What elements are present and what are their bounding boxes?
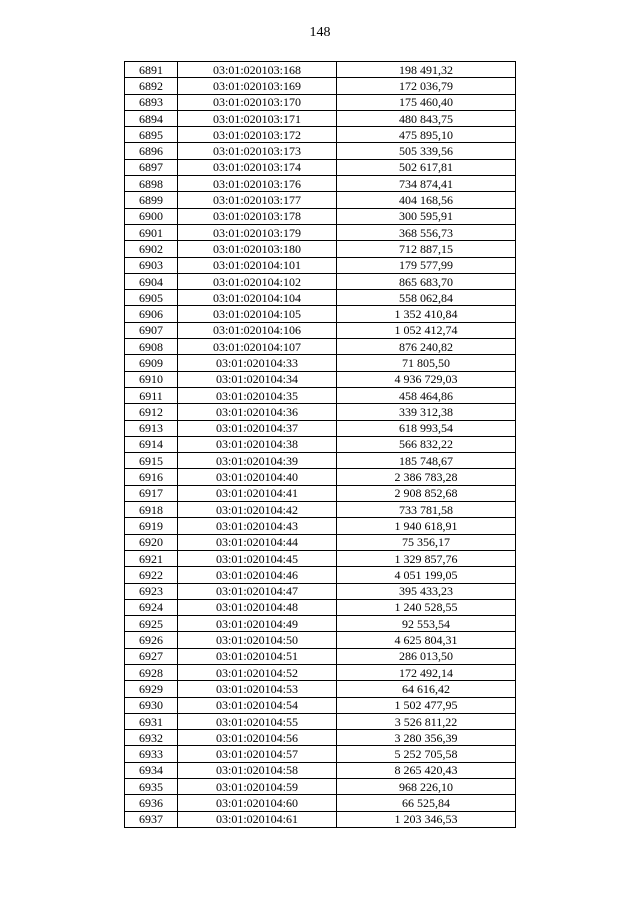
table-row (125, 192, 516, 208)
value-cell: 172 036,79 (337, 78, 516, 94)
value-cell: 458 464,86 (337, 387, 516, 403)
value-cell: 198 491,32 (337, 62, 516, 78)
row-number-cell: 6923 (125, 583, 178, 599)
row-number-cell: 6925 (125, 616, 178, 632)
row-number-cell: 6906 (125, 306, 178, 322)
row-number-cell: 6894 (125, 110, 178, 126)
row-number-cell: 6921 (125, 550, 178, 566)
cadastral-number-cell: 03:01:020104:44 (178, 534, 337, 550)
value-cell: 505 339,56 (337, 143, 516, 159)
table-row (125, 762, 516, 778)
cadastral-number-cell: 03:01:020104:47 (178, 583, 337, 599)
cadastral-number-cell: 03:01:020104:56 (178, 730, 337, 746)
table-row (125, 241, 516, 257)
cadastral-number-cell: 03:01:020104:105 (178, 306, 337, 322)
table-row (125, 273, 516, 289)
value-cell: 1 203 346,53 (337, 811, 516, 827)
value-cell: 475 895,10 (337, 127, 516, 143)
row-number-cell: 6913 (125, 420, 178, 436)
table-row (125, 355, 516, 371)
cadastral-number-cell: 03:01:020104:53 (178, 681, 337, 697)
cadastral-number-cell: 03:01:020104:42 (178, 502, 337, 518)
value-cell: 4 051 199,05 (337, 567, 516, 583)
table-row (125, 469, 516, 485)
page-number: 148 (309, 25, 331, 40)
row-number-cell: 6932 (125, 730, 178, 746)
value-cell: 1 329 857,76 (337, 550, 516, 566)
value-cell: 286 013,50 (337, 648, 516, 664)
cadastral-number-cell: 03:01:020103:177 (178, 192, 337, 208)
value-cell: 566 832,22 (337, 436, 516, 452)
cadastral-number-cell: 03:01:020104:45 (178, 550, 337, 566)
table-row (125, 306, 516, 322)
table-row (125, 681, 516, 697)
row-number-cell: 6935 (125, 779, 178, 795)
row-number-cell: 6918 (125, 502, 178, 518)
value-cell: 4 936 729,03 (337, 371, 516, 387)
cadastral-number-cell: 03:01:020104:58 (178, 762, 337, 778)
value-cell: 300 595,91 (337, 208, 516, 224)
value-cell: 92 553,54 (337, 616, 516, 632)
row-number-cell: 6934 (125, 762, 178, 778)
row-number-cell: 6907 (125, 322, 178, 338)
table-row (125, 322, 516, 338)
row-number-cell: 6936 (125, 795, 178, 811)
table-row (125, 648, 516, 664)
table-row (125, 567, 516, 583)
table-row (125, 436, 516, 452)
row-number-cell: 6911 (125, 387, 178, 403)
cadastral-number-cell: 03:01:020104:102 (178, 273, 337, 289)
table-row (125, 485, 516, 501)
row-number-cell: 6902 (125, 241, 178, 257)
value-cell: 8 265 420,43 (337, 762, 516, 778)
table-row (125, 811, 516, 827)
cadastral-number-cell: 03:01:020104:107 (178, 339, 337, 355)
row-number-cell: 6898 (125, 176, 178, 192)
value-cell: 185 748,67 (337, 453, 516, 469)
cadastral-number-cell: 03:01:020104:34 (178, 371, 337, 387)
row-number-cell: 6914 (125, 436, 178, 452)
value-cell: 3 280 356,39 (337, 730, 516, 746)
cadastral-number-cell: 03:01:020104:36 (178, 404, 337, 420)
table-row (125, 697, 516, 713)
row-number-cell: 6908 (125, 339, 178, 355)
value-cell: 558 062,84 (337, 290, 516, 306)
cadastral-number-cell: 03:01:020103:173 (178, 143, 337, 159)
table-row (125, 257, 516, 273)
cadastral-number-cell: 03:01:020104:38 (178, 436, 337, 452)
table-row (125, 143, 516, 159)
row-number-cell: 6912 (125, 404, 178, 420)
cadastral-number-cell: 03:01:020104:106 (178, 322, 337, 338)
table-row (125, 339, 516, 355)
value-cell: 734 874,41 (337, 176, 516, 192)
table-row (125, 664, 516, 680)
value-cell: 395 433,23 (337, 583, 516, 599)
table-row (125, 713, 516, 729)
table-row (125, 453, 516, 469)
value-cell: 64 616,42 (337, 681, 516, 697)
value-cell: 712 887,15 (337, 241, 516, 257)
value-cell: 1 940 618,91 (337, 518, 516, 534)
cadastral-number-cell: 03:01:020104:60 (178, 795, 337, 811)
value-cell: 1 052 412,74 (337, 322, 516, 338)
value-cell: 3 526 811,22 (337, 713, 516, 729)
cadastral-number-cell: 03:01:020104:101 (178, 257, 337, 273)
table-row (125, 159, 516, 175)
table-row (125, 176, 516, 192)
cadastral-number-cell: 03:01:020104:50 (178, 632, 337, 648)
value-cell: 865 683,70 (337, 273, 516, 289)
row-number-cell: 6901 (125, 224, 178, 240)
table-row (125, 387, 516, 403)
table-row (125, 550, 516, 566)
row-number-cell: 6905 (125, 290, 178, 306)
cadastral-number-cell: 03:01:020104:48 (178, 599, 337, 615)
cadastral-number-cell: 03:01:020104:49 (178, 616, 337, 632)
value-cell: 172 492,14 (337, 664, 516, 680)
row-number-cell: 6937 (125, 811, 178, 827)
value-cell: 1 502 477,95 (337, 697, 516, 713)
row-number-cell: 6926 (125, 632, 178, 648)
row-number-cell: 6931 (125, 713, 178, 729)
table-row (125, 110, 516, 126)
cadastral-number-cell: 03:01:020104:41 (178, 485, 337, 501)
table-row (125, 599, 516, 615)
value-cell: 4 625 804,31 (337, 632, 516, 648)
row-number-cell: 6897 (125, 159, 178, 175)
cadastral-number-cell: 03:01:020104:59 (178, 779, 337, 795)
value-cell: 1 240 528,55 (337, 599, 516, 615)
row-number-cell: 6896 (125, 143, 178, 159)
value-cell: 175 460,40 (337, 94, 516, 110)
cadastral-number-cell: 03:01:020103:179 (178, 224, 337, 240)
row-number-cell: 6904 (125, 273, 178, 289)
value-cell: 66 525,84 (337, 795, 516, 811)
cadastral-number-cell: 03:01:020104:33 (178, 355, 337, 371)
value-cell: 5 252 705,58 (337, 746, 516, 762)
value-cell: 502 617,81 (337, 159, 516, 175)
table-row (125, 78, 516, 94)
table-row (125, 127, 516, 143)
cadastral-number-cell: 03:01:020103:180 (178, 241, 337, 257)
row-number-cell: 6895 (125, 127, 178, 143)
row-number-cell: 6916 (125, 469, 178, 485)
value-cell: 2 908 852,68 (337, 485, 516, 501)
row-number-cell: 6920 (125, 534, 178, 550)
cadastral-number-cell: 03:01:020104:51 (178, 648, 337, 664)
value-cell: 618 993,54 (337, 420, 516, 436)
table-row (125, 94, 516, 110)
row-number-cell: 6929 (125, 681, 178, 697)
cadastral-number-cell: 03:01:020104:39 (178, 453, 337, 469)
row-number-cell: 6892 (125, 78, 178, 94)
value-cell: 2 386 783,28 (337, 469, 516, 485)
table-row (125, 290, 516, 306)
row-number-cell: 6915 (125, 453, 178, 469)
table-row (125, 746, 516, 762)
cadastral-number-cell: 03:01:020104:104 (178, 290, 337, 306)
cadastral-number-cell: 03:01:020103:176 (178, 176, 337, 192)
cadastral-number-cell: 03:01:020103:171 (178, 110, 337, 126)
row-number-cell: 6924 (125, 599, 178, 615)
row-number-cell: 6917 (125, 485, 178, 501)
row-number-cell: 6927 (125, 648, 178, 664)
row-number-cell: 6928 (125, 664, 178, 680)
row-number-cell: 6900 (125, 208, 178, 224)
row-number-cell: 6903 (125, 257, 178, 273)
cadastral-number-cell: 03:01:020104:54 (178, 697, 337, 713)
cadastral-number-cell: 03:01:020104:55 (178, 713, 337, 729)
table-row (125, 62, 516, 78)
table-row (125, 616, 516, 632)
value-cell: 404 168,56 (337, 192, 516, 208)
cadastral-number-cell: 03:01:020104:37 (178, 420, 337, 436)
table-row (125, 632, 516, 648)
cadastral-number-cell: 03:01:020104:46 (178, 567, 337, 583)
cadastral-number-cell: 03:01:020103:174 (178, 159, 337, 175)
table-row (125, 795, 516, 811)
table-row (125, 583, 516, 599)
value-cell: 71 805,50 (337, 355, 516, 371)
table-row (125, 371, 516, 387)
table-row (125, 534, 516, 550)
row-number-cell: 6919 (125, 518, 178, 534)
table-row (125, 224, 516, 240)
cadastral-number-cell: 03:01:020104:40 (178, 469, 337, 485)
cadastral-number-cell: 03:01:020104:52 (178, 664, 337, 680)
cadastral-number-cell: 03:01:020104:43 (178, 518, 337, 534)
cadastral-number-cell: 03:01:020103:170 (178, 94, 337, 110)
value-cell: 75 356,17 (337, 534, 516, 550)
cadastral-value-table (124, 61, 516, 828)
table-body (125, 62, 516, 828)
value-cell: 368 556,73 (337, 224, 516, 240)
table-row (125, 779, 516, 795)
row-number-cell: 6922 (125, 567, 178, 583)
table-row (125, 502, 516, 518)
value-cell: 876 240,82 (337, 339, 516, 355)
value-cell: 339 312,38 (337, 404, 516, 420)
value-cell: 1 352 410,84 (337, 306, 516, 322)
value-cell: 480 843,75 (337, 110, 516, 126)
cadastral-number-cell: 03:01:020104:35 (178, 387, 337, 403)
cadastral-number-cell: 03:01:020103:168 (178, 62, 337, 78)
cadastral-number-cell: 03:01:020104:57 (178, 746, 337, 762)
table-row (125, 518, 516, 534)
value-cell: 733 781,58 (337, 502, 516, 518)
cadastral-number-cell: 03:01:020104:61 (178, 811, 337, 827)
table-row (125, 208, 516, 224)
cadastral-number-cell: 03:01:020103:169 (178, 78, 337, 94)
row-number-cell: 6910 (125, 371, 178, 387)
row-number-cell: 6930 (125, 697, 178, 713)
row-number-cell: 6933 (125, 746, 178, 762)
cadastral-number-cell: 03:01:020103:172 (178, 127, 337, 143)
row-number-cell: 6899 (125, 192, 178, 208)
table-row (125, 420, 516, 436)
row-number-cell: 6909 (125, 355, 178, 371)
table-row (125, 404, 516, 420)
value-cell: 968 226,10 (337, 779, 516, 795)
value-cell: 179 577,99 (337, 257, 516, 273)
table-row (125, 730, 516, 746)
row-number-cell: 6891 (125, 62, 178, 78)
row-number-cell: 6893 (125, 94, 178, 110)
cadastral-number-cell: 03:01:020103:178 (178, 208, 337, 224)
